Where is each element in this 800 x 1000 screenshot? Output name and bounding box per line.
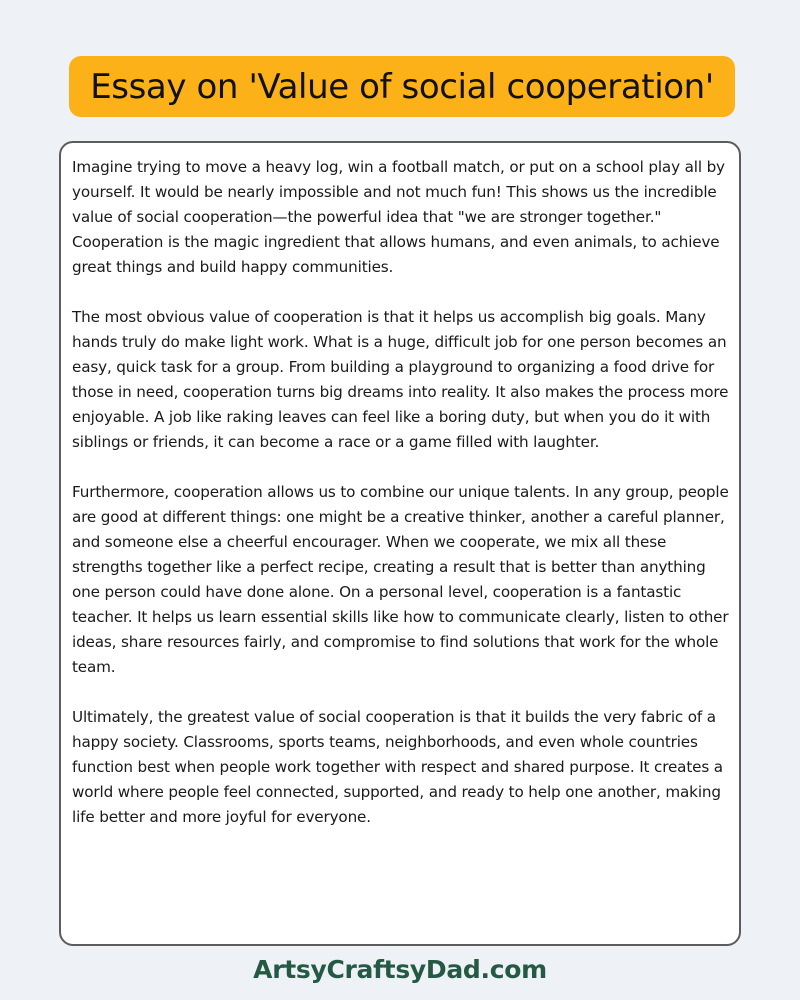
- footer-website: ArtsyCraftsyDad.com: [253, 955, 547, 984]
- title-banner: [69, 56, 735, 117]
- essay-paragraph-4: Ultimately, the greatest value of social cooperation is that it builds the very fabric of a happy society. Classrooms, sports teams, neighborhoods, and even whole countries function best when people work together with respect and shared purpose. It creates a world where people feel connected, supported, and ready to help one another, making life better and more joyful for everyone.: [72, 708, 723, 826]
- essay-paragraph-2: The most obvious value of cooperation is that it helps us accomplish big goals. Many hands truly do make light work. What is a huge, difficult job for one person becomes an easy, quick task for a group. From building a playground to organizing a food drive for those in need, cooperation turns big dreams into reality. It also makes the process more enjoyable. A job like raking leaves can feel like a boring duty, but when you do it with siblings or friends, it can become a race or a game filled with laughter.: [72, 308, 729, 451]
- essay-paragraph-1: Imagine trying to move a heavy log, win a football match, or put on a school play all by yourself. It would be nearly impossible and not much fun! This shows us the incredible value of social cooperation—the powerful idea that "we are stronger together." Cooperation is the magic ingredient that allows humans, and even animals, to achieve great things and build happy communities.: [72, 158, 725, 276]
- essay-body: [59, 141, 741, 946]
- essay-title: Essay on 'Value of social cooperation': [90, 66, 714, 107]
- essay-paragraph-3: Furthermore, cooperation allows us to combine our unique talents. In any group, people are good at different things: one might be a creative thinker, another a careful planner, and someone else a cheerful encourager. When we cooperate, we mix all these strengths together like a perfect recipe, creating a result that is better than anything one person could have done alone. On a personal level, cooperation is a fantastic teacher. It helps us learn essential skills like how to communicate clearly, listen to other ideas, share resources fairly, and compromise to find solutions that work for the whole team.: [72, 483, 729, 676]
